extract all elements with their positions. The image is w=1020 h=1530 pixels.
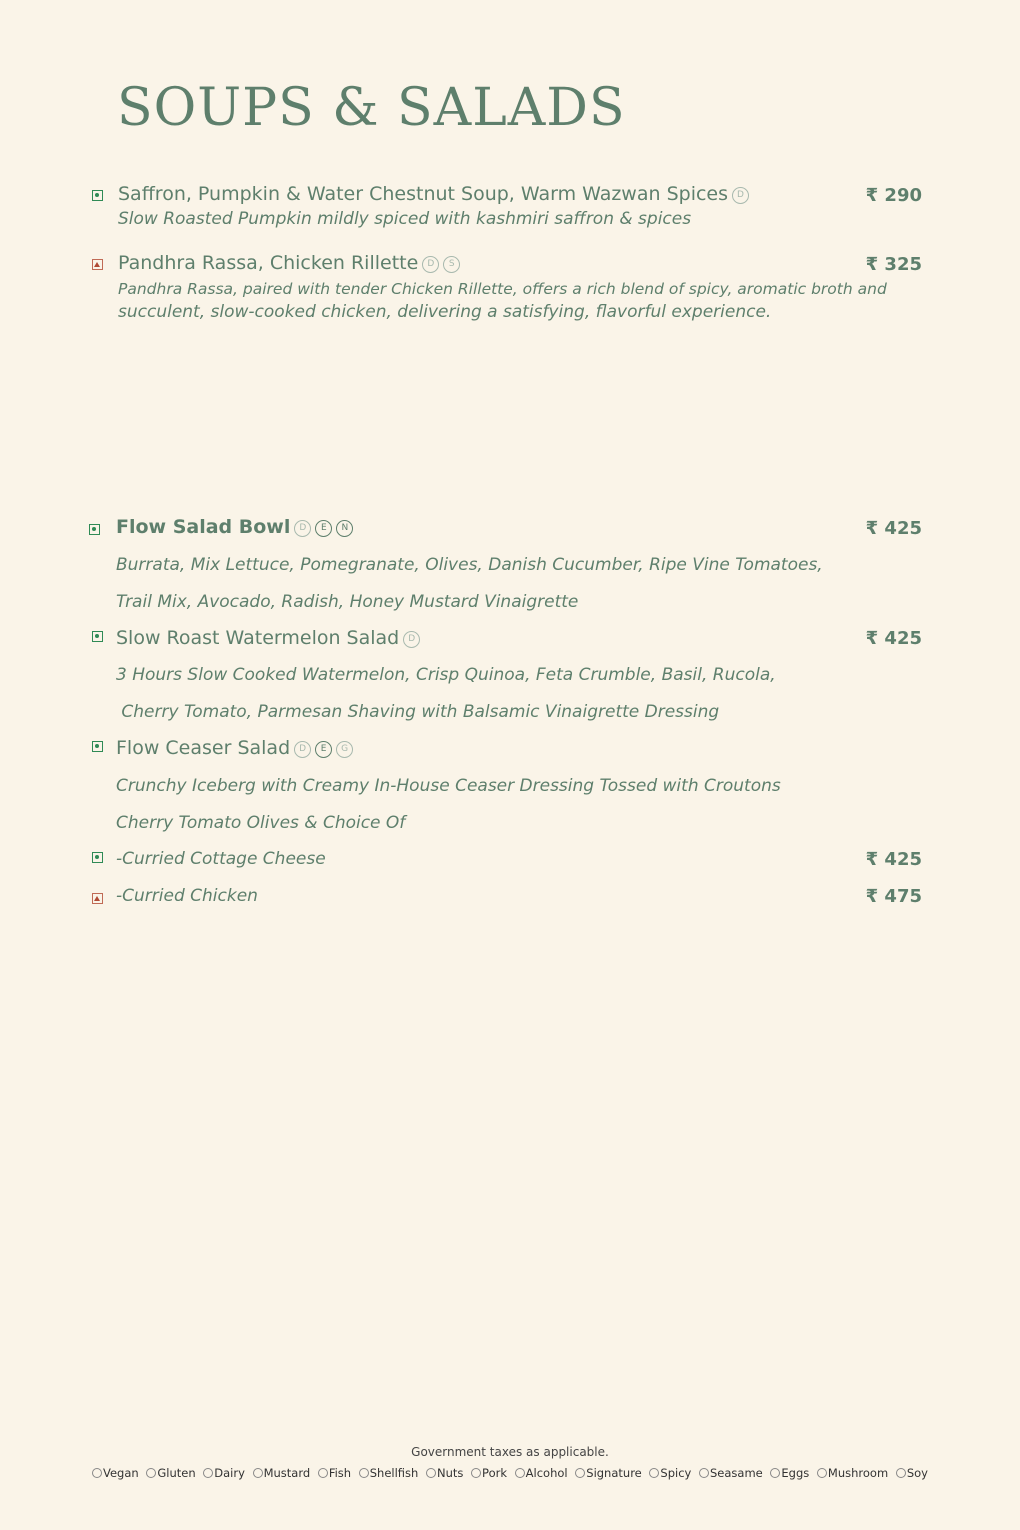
item-name: Flow Salad Bowl [116, 516, 291, 538]
item-description: Pandhra Rassa, paired with tender Chicken Rillette, offers a rich blend of spicy, aromatic broth and [118, 280, 887, 298]
legend-label: Mustard [263, 1466, 311, 1480]
item-price: ₹ 290 [865, 185, 922, 206]
page-title: SOUPS & SALADS [117, 78, 626, 138]
option-name: -Curried Cottage Cheese [116, 849, 326, 869]
option-price: ₹ 475 [865, 886, 922, 907]
item-description: Cherry Tomato Olives & Choice Of [116, 813, 406, 833]
veg-marker-icon [92, 190, 103, 201]
dairy-icon: D [294, 520, 311, 537]
spicy-icon [649, 1468, 659, 1478]
legend-label: Soy [906, 1466, 928, 1480]
veg-marker-icon [92, 631, 103, 642]
veg-marker-icon [89, 524, 100, 535]
option-price: ₹ 425 [865, 849, 922, 870]
legend-label: Alcohol [525, 1466, 568, 1480]
gluten-icon: G [336, 741, 353, 758]
eggs-icon: E [315, 520, 332, 537]
legend-label: Spicy [660, 1466, 692, 1480]
legend-label: Dairy [214, 1466, 245, 1480]
item-name: Flow Ceaser Salad [116, 737, 291, 759]
nonveg-marker-icon [92, 893, 103, 904]
item-description: Crunchy Iceberg with Creamy In-House Ceaser Dressing Tossed with Croutons [116, 776, 781, 796]
item-price: ₹ 425 [865, 628, 922, 649]
item-description: Slow Roasted Pumpkin mildly spiced with kashmiri saffron & spices [118, 209, 692, 229]
item-price: ₹ 425 [865, 518, 922, 539]
item-description: succulent, slow-cooked chicken, delivering a satisfying, flavorful experience. [118, 302, 772, 322]
legend-label: Fish [328, 1466, 352, 1480]
dairy-icon: D [422, 256, 439, 273]
legend-label: Gluten [157, 1466, 196, 1480]
signature-icon [575, 1468, 585, 1478]
legend-label: Pork [482, 1466, 507, 1480]
allergen-legend [0, 1466, 1020, 1480]
legend-label: Shellfish [369, 1466, 419, 1480]
dairy-icon: D [403, 631, 420, 648]
mushroom-icon [817, 1468, 827, 1478]
vegan-icon [92, 1468, 102, 1478]
legend-label: Seasame [710, 1466, 763, 1480]
legend-label: Mushroom [827, 1466, 889, 1480]
eggs-icon: E [315, 741, 332, 758]
pork-icon [471, 1468, 481, 1478]
item-name: Saffron, Pumpkin & Water Chestnut Soup, Warm Wazwan Spices [118, 183, 729, 205]
fish-icon [318, 1468, 328, 1478]
legend-label: Signature [586, 1466, 642, 1480]
veg-marker-icon [92, 852, 103, 863]
tax-note: Government taxes as applicable. [411, 1445, 609, 1459]
veg-marker-icon [92, 741, 103, 752]
gluten-icon [146, 1468, 156, 1478]
option-name: -Curried Chicken [116, 886, 258, 906]
item-description: 3 Hours Slow Cooked Watermelon, Crisp Quinoa, Feta Crumble, Basil, Rucola, [116, 665, 776, 685]
item-description: Trail Mix, Avocado, Radish, Honey Mustard Vinaigrette [116, 592, 579, 612]
item-description: Cherry Tomato, Parmesan Shaving with Balsamic Vinaigrette Dressing [116, 702, 720, 722]
legend-label: Eggs [781, 1466, 810, 1480]
item-price: ₹ 325 [865, 254, 922, 275]
alcohol-icon [515, 1468, 525, 1478]
legend-label: Vegan [103, 1466, 139, 1480]
shellfish-icon: S [443, 256, 460, 273]
item-name: Pandhra Rassa, Chicken Rillette [118, 252, 419, 274]
shellfish-icon [359, 1468, 369, 1478]
nuts-icon [426, 1468, 436, 1478]
eggs-icon [770, 1468, 780, 1478]
item-name: Slow Roast Watermelon Salad [116, 627, 400, 649]
nonveg-marker-icon [92, 259, 103, 270]
dairy-icon [203, 1468, 213, 1478]
mustard-icon [253, 1468, 263, 1478]
legend-label: Nuts [436, 1466, 464, 1480]
nuts-icon: N [336, 520, 353, 537]
item-description: Burrata, Mix Lettuce, Pomegranate, Olives, Danish Cucumber, Ripe Vine Tomatoes, [116, 555, 823, 575]
sesame-icon [699, 1468, 709, 1478]
soy-icon [896, 1468, 906, 1478]
dairy-icon: D [294, 741, 311, 758]
dairy-icon: D [732, 187, 749, 204]
